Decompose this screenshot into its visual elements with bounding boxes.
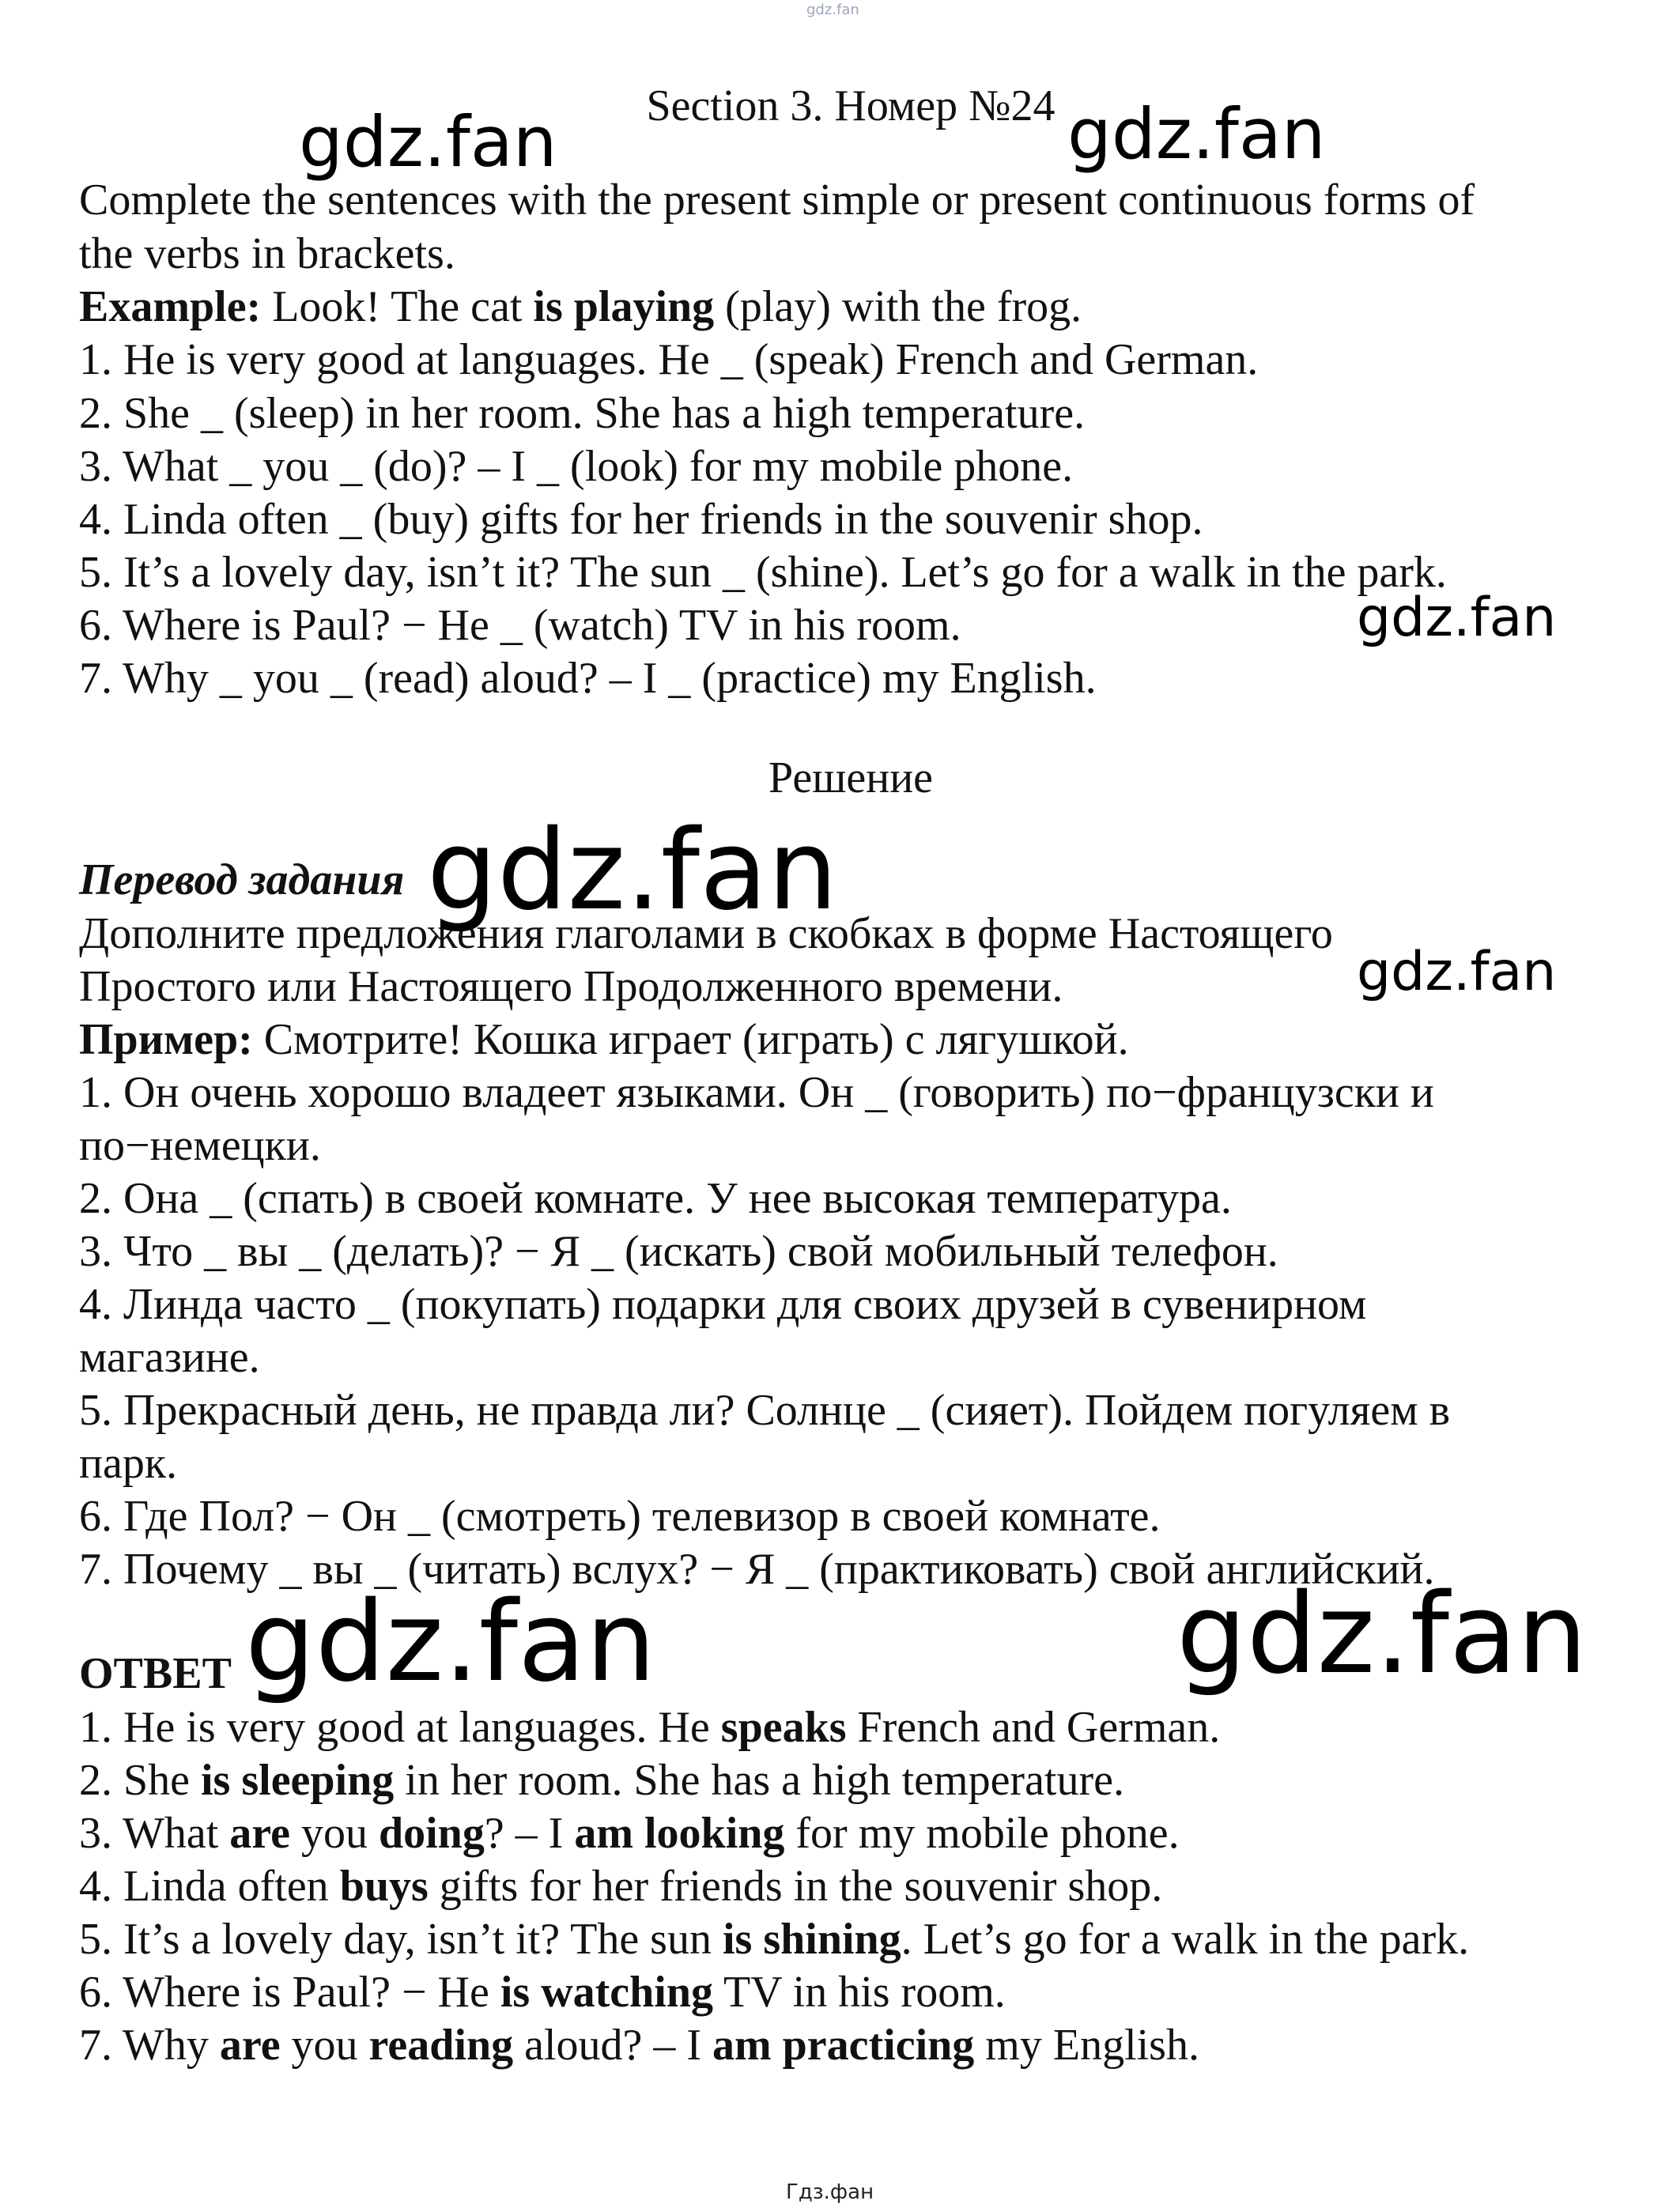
page-footer: Гдз.фан (786, 2180, 874, 2204)
watermark: gdz.fan (299, 101, 557, 183)
watermark: gdz.fan (1357, 587, 1557, 649)
task-item: 4. Linda often _ (buy) gifts for her friends in the souvenir shop. (79, 495, 1203, 544)
translation-item: 7. Почему _ вы _ (читать) вслух? − Я _ (практиковать) свой английский. (79, 1545, 1435, 1594)
answer-item: 5. It’s a lovely day, isn’t it? The sun is shining. Let’s go for a walk in the park. (79, 1915, 1470, 1964)
task-intro-line-2: the verbs in brackets. (79, 229, 455, 278)
answer-item: 3. What are you doing? – I am looking for my mobile phone. (79, 1809, 1180, 1858)
solution-heading: Решение (768, 753, 934, 802)
task-item: 3. What _ you _ (do)? – I _ (look) for my mobile phone. (79, 442, 1074, 491)
translation-item: 6. Где Пол? − Он _ (смотреть) телевизор в своей комнате. (79, 1492, 1161, 1541)
translation-item: 5. Прекрасный день, не правда ли? Солнце _ (сияет). Пойдем погуляем в (79, 1386, 1451, 1435)
watermark: gdz.fan (1067, 93, 1326, 175)
answer-item: 1. He is very good at languages. He speaks French and German. (79, 1703, 1221, 1752)
page-title: Section 3. Номер №24 (646, 81, 1055, 130)
watermark: gdz.fan (1176, 1570, 1588, 1699)
translation-example: Пример: Смотрите! Кошка играет (играть) с лягушкой. (79, 1015, 1129, 1064)
answer-item: 4. Linda often buys gifts for her friends in the souvenir shop. (79, 1862, 1163, 1911)
task-item: 7. Why _ you _ (read) aloud? – I _ (practice) my English. (79, 654, 1097, 703)
task-intro-line-1: Complete the sentences with the present simple or present continuous forms of (79, 176, 1475, 225)
task-item: 5. It’s a lovely day, isn’t it? The sun _ (shine). Let’s go for a walk in the park. (79, 548, 1447, 597)
answer-item: 6. Where is Paul? − He is watching TV in his room. (79, 1968, 1006, 2017)
top-watermark: gdz.fan (806, 2, 859, 18)
task-item: 1. He is very good at languages. He _ (speak) French and German. (79, 335, 1259, 384)
translation-heading: Перевод задания (79, 855, 405, 904)
translation-intro-line-2: Простого или Настоящего Продолженного времени. (79, 962, 1063, 1011)
answer-item: 7. Why are you reading aloud? – I am practicing my English. (79, 2021, 1199, 2070)
translation-item: 3. Что _ вы _ (делать)? − Я _ (искать) свой мобильный телефон. (79, 1227, 1278, 1276)
watermark: gdz.fan (427, 806, 838, 935)
answer-item: 2. She is sleeping in her room. She has a high temperature. (79, 1756, 1124, 1805)
translation-item: магазине. (79, 1333, 260, 1382)
task-example: Example: Look! The cat is playing (play) with the frog. (79, 282, 1082, 331)
translation-item: 2. Она _ (спать) в своей комнате. У нее высокая температура. (79, 1174, 1232, 1223)
translation-item: 4. Линда часто _ (покупать) подарки для своих друзей в сувенирном (79, 1280, 1367, 1329)
translation-item: по−немецки. (79, 1121, 321, 1170)
translation-intro-line-1: Дополните предложения глаголами в скобках в форме Настоящего (79, 909, 1333, 958)
task-item: 6. Where is Paul? − He _ (watch) TV in his room. (79, 601, 961, 650)
answer-heading: ОТВЕТ (79, 1649, 232, 1698)
task-item: 2. She _ (sleep) in her room. She has a high temperature. (79, 389, 1086, 438)
translation-item: парк. (79, 1439, 178, 1488)
translation-item: 1. Он очень хорошо владеет языками. Он _ (говорить) по−французски и (79, 1068, 1434, 1117)
watermark: gdz.fan (1357, 941, 1557, 1003)
watermark: gdz.fan (245, 1578, 656, 1707)
